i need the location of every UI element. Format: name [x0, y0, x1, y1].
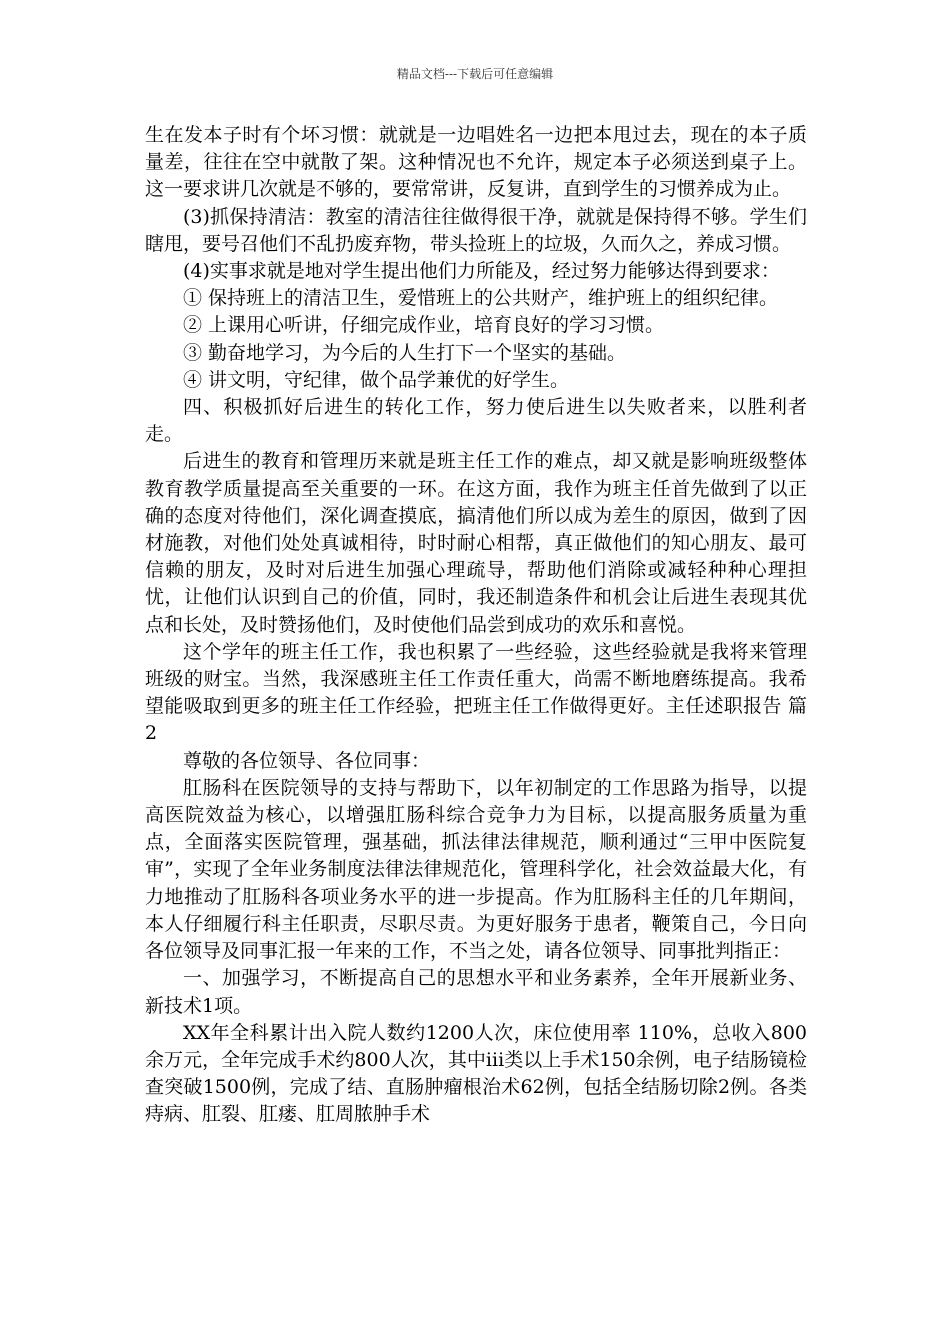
salutation: 尊敬的各位领导、各位同事： — [183, 749, 431, 772]
section-heading-4: 四、积极抓好后进生的转化工作，努力使后进生以失败者来，以胜利者走。 — [145, 396, 807, 446]
paragraph-continuation: 生在发本子时有个坏习惯：就就是一边唱姓名一边把本甩过去，现在的本子质量差，往往在空中就散了架。这种情况也不允许，规定本子必须送到桌子上。这一要求讲几次就是不够的，要常常讲，反复讲，直到学生的习惯养成为止。 — [145, 124, 807, 201]
paragraph-department-intro: 肛肠科在医院领导的支持与帮助下，以年初制定的工作思路为指导，以提高医院效益为核心，以增强肛肠科综合竞争力为目标，以提高服务质量为重点，全面落实医院管理，强基础，抓法律法律规范，顺利通过“三甲中医院复审”，实现了全年业务制度法律法律规范化，管理科学化，社会效益最大化，有力地推动了肛肠科各项业务水平的进一步提高。作为肛肠科主任的几年期间，本人仔细履行科主任职责，尽职尽责。为更好服务于患者，鞭策自己，今日向各位领导及同事汇报一年来的工作，不当之处，请各位领导、同事批判指正： — [145, 776, 807, 963]
paragraph-item-4: (4)实事求就是地对学生提出他们力所能及，经过努力能够达得到要求： — [183, 260, 780, 283]
list-item-1: ① 保持班上的清洁卫生，爱惜班上的公共财产，维护班上的组织纪律。 — [183, 287, 779, 310]
page-header: 精品文档---下载后可任意编辑 — [396, 67, 554, 81]
paragraph-underachievers: 后进生的教育和管理历来就是班主任工作的难点，却又就是影响班级整体教育教学质量提高至关重要的一环。在这方面，我作为班主任首先做到了以正确的态度对待他们，深化调查摸底，搞清他们所以成为差生的原因，做到了因材施教，对他们处处真诚相待，时时耐心相帮，真正做他们的知心朋友、最可信赖的朋友，及时对后进生加强心理疏导，帮助他们消除或减轻种种心理担忧，让他们认识到自己的价值，同时，我还制造条件和机会让后进生表现其优点和长处，及时赞扬他们，及时使他们品尝到成功的欢乐和喜悦。 — [145, 450, 807, 636]
paragraph-summary: 这个学年的班主任工作，我也积累了一些经验，这些经验就是我将来管理班级的财宝。当然，我深感班主任工作责任重大，尚需不断地磨练提高。我希望能吸取到更多的班主任工作经验，把班主任工作做得更好。主任述职报告 篇2 — [145, 640, 807, 745]
document-body — [145, 122, 807, 1129]
section-heading-1: 一、加强学习，不断提高自己的思想水平和业务素养，全年开展新业务、新技术1项。 — [145, 967, 807, 1017]
list-item-2: ② 上课用心听讲，仔细完成作业，培育良好的学习习惯。 — [183, 314, 665, 337]
paragraph-item-3: (3)抓保持清洁：教室的清洁往往做得很干净，就就是保持得不够。学生们瞎甩，要号召他们不乱扔废弃物，带头捡班上的垃圾，久而久之，养成习惯。 — [145, 205, 807, 255]
list-item-3: ③ 勤奋地学习，为今后的人生打下一个坚实的基础。 — [183, 341, 627, 364]
list-item-4: ④ 讲文明，守纪律，做个品学兼优的好学生。 — [183, 368, 570, 391]
paragraph-statistics: XX年全科累计出入院人数约1200人次，床位使用率 110%，总收入800余万元，全年完成手术约800人次，其中iii类以上手术150余例，电子结肠镜检查突破1500例，完成了结、直肠肿瘤根治术62例，包括全结肠切除2例。各类痔病、肛裂、肛瘘、肛周脓肿手术 — [145, 1021, 807, 1126]
